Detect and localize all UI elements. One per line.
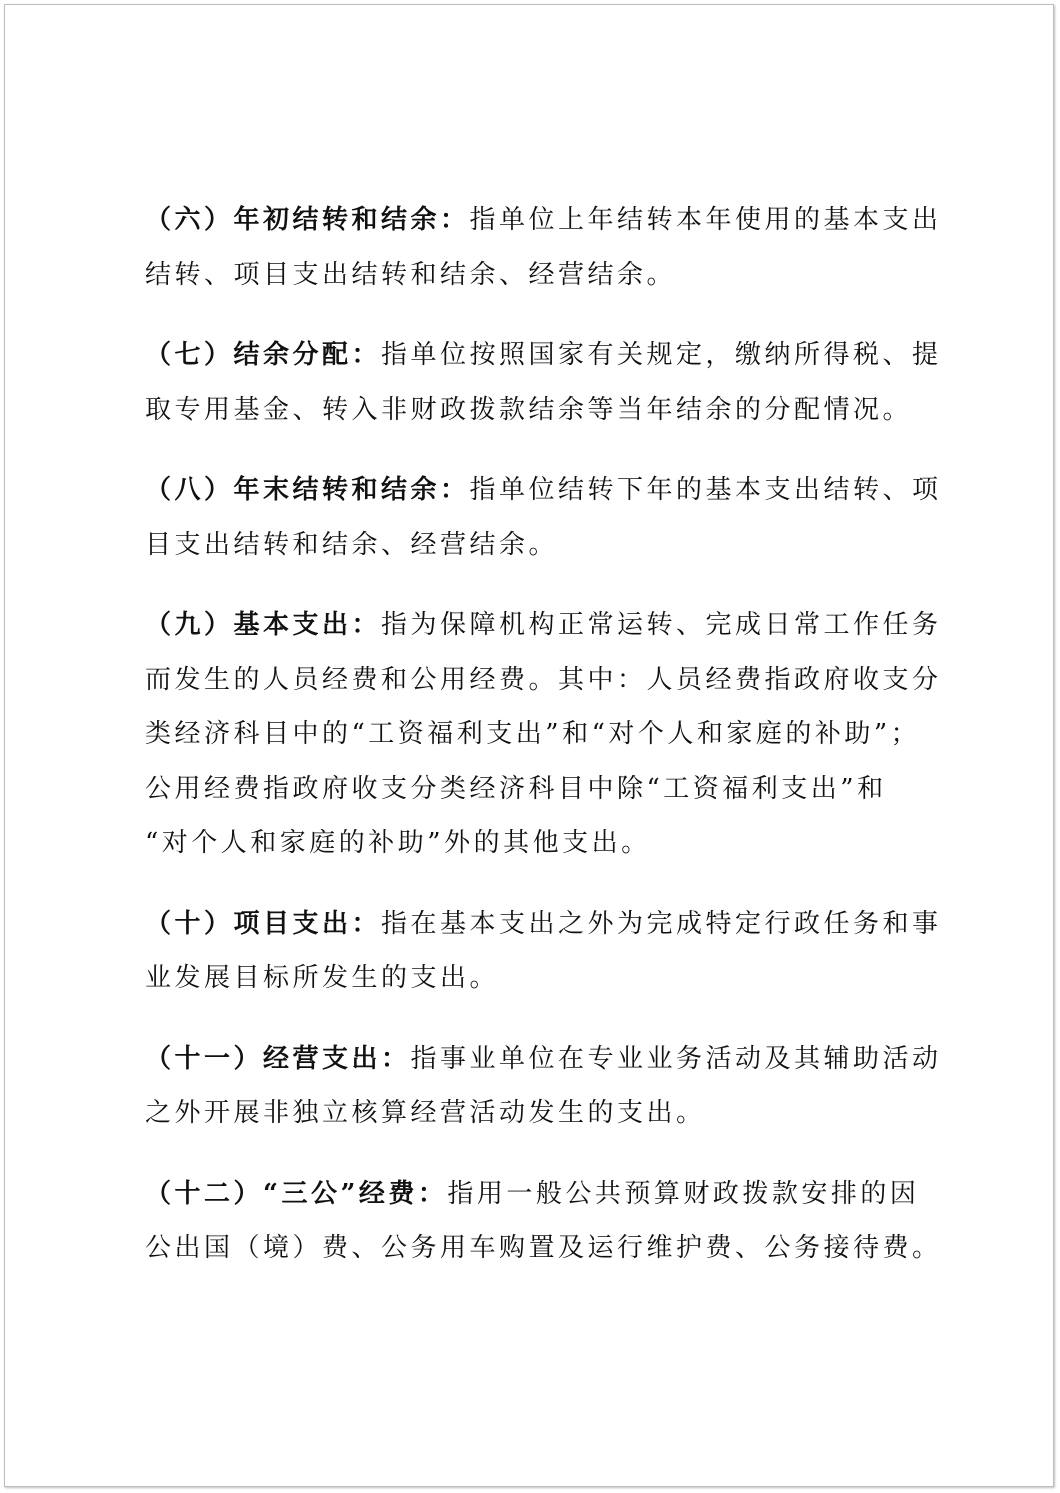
paragraph-text: 指用一般公共预算财政拨款安排的因 xyxy=(447,1178,920,1209)
paragraph-line: 取专用基金、转入非财政拨款结余等当年结余的分配情况。 xyxy=(145,394,913,425)
paragraph-8 xyxy=(145,463,945,572)
paragraph-term: （十二）“三公”经费： xyxy=(145,1178,448,1209)
document-page xyxy=(4,4,1054,1487)
paragraph-line xyxy=(145,1032,945,1087)
paragraph-text: 指单位上年结转本年使用的基本支出 xyxy=(469,205,942,235)
paragraph-text: 指单位按照国家有关规定，缴纳所得税、提 xyxy=(381,340,942,370)
paragraph-6 xyxy=(145,193,945,302)
paragraph-text: 指事业单位在专业业务活动及其辅助活动 xyxy=(410,1043,942,1074)
paragraph-12 xyxy=(145,1167,945,1276)
paragraph-line: “对个人和家庭的补助”外的其他支出。 xyxy=(145,828,651,858)
paragraph-term: （六）年初结转和结余： xyxy=(145,205,470,235)
paragraph-line: 而发生的人员经费和公用经费。其中：人员经费指政府收支分 xyxy=(145,664,942,695)
paragraph-line xyxy=(145,897,945,952)
paragraph-term: （十）项目支出： xyxy=(145,908,382,939)
paragraph-line: 之外开展非独立核算经营活动发生的支出。 xyxy=(145,1098,706,1128)
paragraph-text: 指在基本支出之外为完成特定行政任务和事 xyxy=(381,908,942,939)
document-body xyxy=(145,193,945,1302)
paragraph-7 xyxy=(145,328,945,437)
paragraph-line xyxy=(145,328,945,383)
paragraph-term: （七）结余分配： xyxy=(145,340,382,370)
paragraph-line: 目支出结转和结余、经营结余。 xyxy=(145,529,559,560)
paragraph-line: 类经济科目中的“工资福利支出”和“对个人和家庭的补助”； xyxy=(145,719,921,749)
paragraph-term: （八）年末结转和结余： xyxy=(145,475,470,505)
paragraph-line xyxy=(145,193,945,248)
paragraph-term: （十一）经营支出： xyxy=(145,1043,411,1074)
paragraph-10 xyxy=(145,897,945,1006)
paragraph-text: 指为保障机构正常运转、完成日常工作任务 xyxy=(381,610,942,640)
paragraph-line: 公出国（境）费、公务用车购置及运行维护费、公务接待费。 xyxy=(145,1233,942,1263)
paragraph-line: 业发展目标所发生的支出。 xyxy=(145,963,500,993)
paragraph-term: （九）基本支出： xyxy=(145,610,382,640)
paragraph-line xyxy=(145,598,945,653)
paragraph-line: 公用经费指政府收支分类经济科目中除“工资福利支出”和 xyxy=(145,773,887,804)
paragraph-text: 指单位结转下年的基本支出结转、项 xyxy=(469,475,942,505)
paragraph-11 xyxy=(145,1032,945,1141)
paragraph-line xyxy=(145,463,945,518)
paragraph-line xyxy=(145,1167,945,1222)
paragraph-9 xyxy=(145,598,945,871)
paragraph-line: 结转、项目支出结转和结余、经营结余。 xyxy=(145,259,677,290)
